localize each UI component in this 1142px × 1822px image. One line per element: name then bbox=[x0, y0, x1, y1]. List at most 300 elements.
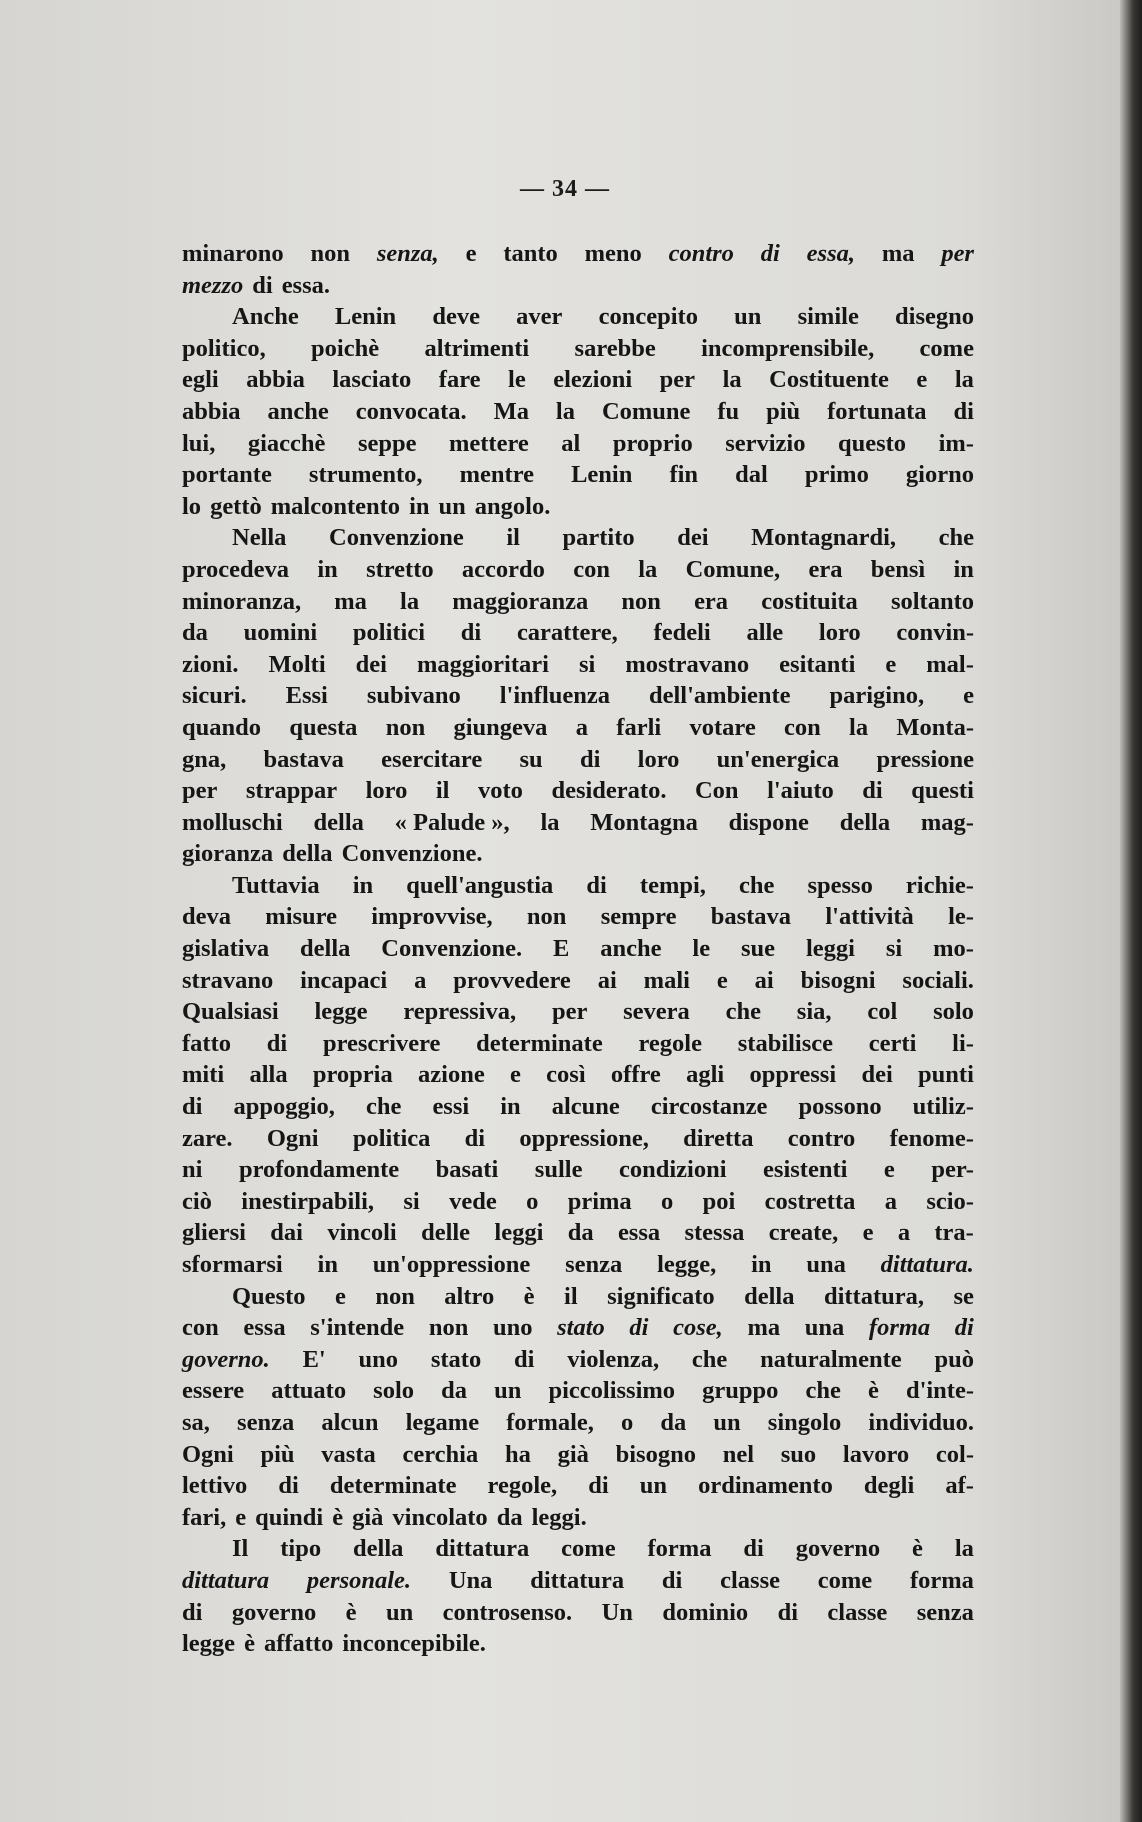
word: bisogno bbox=[615, 1440, 696, 1468]
word: egli bbox=[182, 366, 219, 394]
word: di bbox=[182, 1093, 203, 1121]
word: soltanto bbox=[890, 587, 974, 615]
word: maggioritari bbox=[416, 650, 549, 678]
word: stravano bbox=[182, 966, 274, 994]
word: bisogni bbox=[800, 966, 876, 994]
word: determinate bbox=[476, 1029, 603, 1057]
word: dittatura. bbox=[880, 1251, 974, 1278]
word: politica bbox=[352, 1124, 431, 1152]
word: di bbox=[278, 1472, 299, 1500]
text-line bbox=[182, 996, 974, 1028]
word: come bbox=[817, 1566, 873, 1594]
word: af- bbox=[945, 1472, 974, 1500]
word: di bbox=[629, 1314, 649, 1342]
word: lavoro bbox=[842, 1440, 910, 1468]
word: l'attività bbox=[825, 903, 914, 931]
word: essi bbox=[432, 1093, 470, 1121]
word: lettivo bbox=[182, 1472, 248, 1500]
word: legge bbox=[314, 998, 368, 1026]
text-line bbox=[182, 680, 974, 712]
word: non bbox=[375, 1282, 415, 1310]
word: naturalmente bbox=[760, 1345, 902, 1373]
word: personale. bbox=[306, 1566, 412, 1594]
word: significato bbox=[607, 1282, 715, 1310]
word: zioni. bbox=[182, 650, 239, 678]
word: già bbox=[557, 1440, 589, 1468]
word: Il bbox=[232, 1535, 249, 1563]
word: agli bbox=[686, 1061, 725, 1089]
word: non bbox=[310, 240, 350, 267]
word: dai bbox=[270, 1219, 303, 1247]
word: governo. bbox=[182, 1345, 270, 1373]
word: è bbox=[244, 1630, 255, 1658]
word: voto bbox=[478, 777, 523, 805]
word: dal bbox=[735, 461, 768, 489]
word: aver bbox=[516, 303, 563, 331]
word: la bbox=[954, 1535, 974, 1563]
word: strumento, bbox=[308, 461, 423, 489]
word: richie- bbox=[905, 871, 974, 899]
word: giorno bbox=[905, 461, 974, 489]
word: spesso bbox=[807, 871, 873, 899]
text-line bbox=[182, 1281, 974, 1313]
word: quando bbox=[182, 713, 262, 741]
text-line bbox=[182, 270, 974, 302]
word: classe bbox=[720, 1566, 780, 1594]
text-line bbox=[182, 744, 974, 776]
word: angolo. bbox=[474, 492, 551, 520]
word: vasta bbox=[321, 1440, 376, 1468]
word: Essi bbox=[285, 682, 328, 710]
word: sulle bbox=[534, 1156, 583, 1184]
word: loro bbox=[365, 777, 408, 805]
word: mal- bbox=[926, 650, 974, 678]
word: primo bbox=[804, 461, 869, 489]
word: classe bbox=[827, 1598, 888, 1626]
word: dominio bbox=[662, 1598, 749, 1626]
word: Ogni bbox=[266, 1124, 319, 1152]
word: di bbox=[514, 1345, 535, 1373]
word: su bbox=[519, 745, 543, 773]
word: desiderato. bbox=[551, 777, 667, 805]
text-line bbox=[182, 554, 974, 586]
word: Comune, bbox=[685, 555, 781, 583]
word: concepito bbox=[598, 303, 698, 331]
word: a bbox=[414, 966, 427, 994]
word: solo bbox=[933, 998, 974, 1026]
word: di bbox=[862, 777, 883, 805]
word: fortunata bbox=[827, 397, 927, 425]
text-line bbox=[182, 1123, 974, 1155]
word: uomini bbox=[243, 619, 318, 647]
word: della bbox=[282, 840, 333, 868]
word: esercitare bbox=[381, 745, 483, 773]
word: formale, bbox=[506, 1408, 594, 1436]
word: in bbox=[953, 555, 974, 583]
word: gruppo bbox=[702, 1377, 779, 1405]
word: leggi bbox=[805, 935, 855, 963]
word: stato bbox=[557, 1314, 605, 1342]
word: l'aiuto bbox=[767, 777, 834, 805]
word: maggioranza bbox=[452, 587, 589, 615]
word: Nella bbox=[232, 524, 287, 552]
word: e bbox=[334, 1282, 346, 1310]
word: determinate bbox=[329, 1472, 457, 1500]
word: per bbox=[941, 240, 974, 267]
word: accordo bbox=[461, 555, 545, 583]
word: di bbox=[953, 397, 974, 425]
word: individuo. bbox=[868, 1408, 974, 1436]
word: se bbox=[953, 1282, 974, 1310]
word: per bbox=[182, 777, 218, 805]
word: esistenti bbox=[763, 1156, 848, 1184]
word: più bbox=[766, 397, 801, 425]
word: Montagna bbox=[590, 808, 698, 836]
word: senza, bbox=[376, 240, 439, 267]
text-line bbox=[182, 1597, 974, 1629]
word: alcun bbox=[321, 1408, 379, 1436]
word: elezioni bbox=[553, 366, 633, 394]
word: attuato bbox=[271, 1377, 347, 1405]
word: simile bbox=[797, 303, 859, 331]
word: non bbox=[526, 903, 567, 931]
word: questa bbox=[289, 713, 358, 741]
word: da bbox=[660, 1408, 687, 1436]
word: e bbox=[716, 966, 728, 994]
word: abbia bbox=[246, 366, 305, 394]
word: è bbox=[345, 1598, 357, 1626]
word: essere bbox=[182, 1377, 245, 1405]
word: o bbox=[621, 1408, 634, 1436]
word: regole, bbox=[487, 1472, 558, 1500]
word: in bbox=[500, 1093, 521, 1121]
page-number: — 34 — bbox=[520, 176, 610, 202]
word: sicuri. bbox=[182, 682, 247, 710]
word: alcune bbox=[551, 1093, 620, 1121]
word: inestirpabili, bbox=[241, 1187, 375, 1215]
page-edge-shadow bbox=[1120, 0, 1142, 1822]
word: che bbox=[725, 998, 761, 1026]
word: esitanti bbox=[779, 650, 856, 678]
word: procedeva bbox=[182, 555, 290, 583]
text-line bbox=[182, 1533, 974, 1565]
word: e bbox=[510, 1061, 521, 1089]
word: appoggio, bbox=[233, 1093, 335, 1121]
word: non bbox=[428, 1314, 469, 1342]
word: non bbox=[385, 713, 426, 741]
word: o bbox=[526, 1187, 539, 1215]
word: nel bbox=[722, 1440, 755, 1468]
text-line bbox=[182, 522, 974, 554]
word: che bbox=[805, 1377, 841, 1405]
word: tipo bbox=[280, 1535, 322, 1563]
word: con bbox=[182, 1314, 219, 1342]
word: tanto bbox=[503, 240, 558, 267]
word: un bbox=[385, 1598, 414, 1626]
word: essa bbox=[617, 1219, 661, 1247]
word: certi bbox=[868, 1029, 917, 1057]
word: Comune bbox=[601, 397, 691, 425]
word: Molti bbox=[268, 650, 326, 678]
word: cose, bbox=[673, 1314, 723, 1342]
word: deve bbox=[432, 303, 480, 331]
word: questi bbox=[911, 777, 974, 805]
word: abbia bbox=[182, 397, 241, 425]
word: politici bbox=[352, 619, 426, 647]
word: un bbox=[734, 303, 762, 331]
word: dittatura, bbox=[823, 1282, 924, 1310]
word: dispone bbox=[728, 808, 809, 836]
word: a bbox=[575, 713, 588, 741]
word: cerchia bbox=[402, 1440, 479, 1468]
word: fatto bbox=[182, 1029, 231, 1057]
word: piccolissimo bbox=[548, 1377, 676, 1405]
word: diretta bbox=[683, 1124, 754, 1152]
word: provvedere bbox=[453, 966, 571, 994]
word: col bbox=[867, 998, 898, 1026]
word: gioranza bbox=[182, 840, 274, 868]
word: bastava bbox=[263, 745, 344, 773]
word: alle bbox=[746, 619, 784, 647]
word: create, bbox=[768, 1219, 839, 1247]
text-line bbox=[182, 1312, 974, 1344]
word: im- bbox=[938, 429, 974, 457]
word: è bbox=[867, 1377, 879, 1405]
word: zare. bbox=[182, 1124, 233, 1152]
word: il bbox=[506, 524, 520, 552]
word: leggi. bbox=[531, 1503, 587, 1531]
word: la bbox=[555, 397, 575, 425]
word: sarebbe bbox=[574, 334, 656, 362]
word: molluschi bbox=[182, 808, 283, 836]
word: Ogni bbox=[182, 1440, 234, 1468]
word: proprio bbox=[612, 429, 693, 457]
word: legame bbox=[405, 1408, 480, 1436]
word: oppressi bbox=[749, 1061, 837, 1089]
word: Questo bbox=[232, 1282, 306, 1310]
word: prima bbox=[567, 1187, 632, 1215]
word: la bbox=[540, 808, 560, 836]
word: tra- bbox=[934, 1219, 974, 1247]
word: Costituente bbox=[769, 366, 889, 394]
word: a bbox=[897, 1219, 911, 1247]
word: quindi bbox=[255, 1503, 324, 1531]
word: lui, bbox=[182, 429, 216, 457]
word: forma bbox=[647, 1535, 712, 1563]
word: malcontento bbox=[270, 492, 401, 520]
word: da bbox=[441, 1377, 467, 1405]
word: governo bbox=[795, 1535, 881, 1563]
word: senza bbox=[237, 1408, 295, 1436]
word: miti bbox=[182, 1061, 225, 1089]
word: la bbox=[722, 366, 742, 394]
word: la bbox=[954, 366, 974, 394]
word: da bbox=[496, 1503, 523, 1531]
word: ni bbox=[182, 1156, 203, 1184]
word: Lenin bbox=[571, 461, 633, 489]
word: mezzo bbox=[182, 271, 244, 299]
word: a bbox=[884, 1187, 897, 1215]
word: come bbox=[561, 1535, 616, 1563]
word: e bbox=[963, 682, 974, 710]
word: stabilisce bbox=[737, 1029, 834, 1057]
word: strappar bbox=[245, 777, 338, 805]
text-line bbox=[182, 491, 974, 523]
word: leggi bbox=[494, 1219, 544, 1247]
word: il bbox=[435, 777, 450, 805]
word: dei bbox=[677, 524, 709, 552]
word: contro bbox=[787, 1124, 856, 1152]
word: mostravano bbox=[625, 650, 750, 678]
word: sia, bbox=[796, 998, 832, 1026]
word: Montagnardi, bbox=[751, 524, 897, 552]
text-line bbox=[182, 459, 974, 491]
word: il bbox=[564, 1282, 578, 1310]
word: Tuttavia bbox=[232, 871, 320, 899]
text-line bbox=[182, 1375, 974, 1407]
word: e bbox=[916, 366, 928, 394]
word: incapaci bbox=[300, 966, 388, 994]
word: stretto bbox=[366, 555, 434, 583]
word: possono bbox=[798, 1093, 882, 1121]
text-line bbox=[182, 1628, 974, 1660]
word: anche bbox=[267, 397, 329, 425]
word: severa bbox=[623, 998, 690, 1026]
word: ai bbox=[597, 966, 617, 994]
word: disegno bbox=[895, 303, 974, 331]
word: mag- bbox=[920, 808, 974, 836]
text-line bbox=[182, 1407, 974, 1439]
text-line bbox=[182, 1186, 974, 1218]
word: un bbox=[639, 1472, 668, 1500]
word: forma bbox=[868, 1314, 931, 1342]
word: e bbox=[235, 1503, 247, 1531]
word: altrimenti bbox=[424, 334, 530, 362]
word: da bbox=[182, 619, 208, 647]
word: la bbox=[400, 587, 420, 615]
word: governo bbox=[231, 1598, 317, 1626]
word: di bbox=[586, 871, 607, 899]
word: lasciato bbox=[332, 366, 412, 394]
word: costituita bbox=[761, 587, 858, 615]
word: dittatura bbox=[182, 1566, 270, 1594]
word: loro bbox=[637, 745, 680, 773]
text-line bbox=[182, 712, 974, 744]
word: circostanze bbox=[650, 1093, 768, 1121]
word: vede bbox=[449, 1187, 497, 1215]
word: al bbox=[561, 429, 581, 457]
word: ha bbox=[504, 1440, 531, 1468]
word: ma bbox=[881, 240, 915, 267]
word: meno bbox=[584, 240, 642, 267]
word: li- bbox=[952, 1029, 974, 1057]
word: pressione bbox=[876, 745, 974, 773]
word: basati bbox=[435, 1156, 499, 1184]
word: condizioni bbox=[618, 1156, 727, 1184]
word: fenome- bbox=[889, 1124, 974, 1152]
text-line bbox=[182, 1217, 974, 1249]
word: più bbox=[260, 1440, 295, 1468]
word: minoranza, bbox=[182, 587, 302, 615]
word: che bbox=[739, 871, 775, 899]
word: di bbox=[182, 1598, 203, 1626]
word: di bbox=[954, 1314, 974, 1342]
word: gliersi bbox=[182, 1219, 246, 1247]
word: per bbox=[659, 366, 696, 394]
word: oppressione, bbox=[519, 1124, 649, 1152]
text-line bbox=[182, 649, 974, 681]
word: offre bbox=[610, 1061, 661, 1089]
word: E bbox=[553, 935, 570, 963]
word: di bbox=[588, 1472, 609, 1500]
word: era bbox=[694, 587, 729, 615]
word: e bbox=[885, 650, 897, 678]
word: partito bbox=[562, 524, 635, 552]
word: per bbox=[551, 998, 588, 1026]
text-line bbox=[182, 1091, 974, 1123]
word: contro bbox=[668, 240, 734, 267]
word: con bbox=[573, 555, 610, 583]
word: di bbox=[464, 1124, 486, 1152]
word: si bbox=[885, 935, 903, 963]
word: è bbox=[523, 1282, 535, 1310]
word: di bbox=[460, 619, 482, 647]
word: gna, bbox=[182, 745, 227, 773]
word: che bbox=[691, 1345, 728, 1373]
word: politico, bbox=[182, 334, 266, 362]
word: parigino, bbox=[829, 682, 925, 710]
word: della bbox=[313, 808, 364, 836]
word: seppe bbox=[357, 429, 417, 457]
word: misure bbox=[265, 903, 337, 931]
word: una bbox=[806, 1251, 846, 1278]
word: utiliz- bbox=[912, 1093, 974, 1121]
word: sformarsi bbox=[182, 1251, 283, 1278]
word: legge, bbox=[657, 1251, 717, 1278]
text-line bbox=[182, 1249, 974, 1281]
word: Convenzione bbox=[329, 524, 464, 552]
word: anche bbox=[600, 935, 662, 963]
word: improvvise, bbox=[371, 903, 493, 931]
word: una bbox=[804, 1314, 845, 1342]
word: dei bbox=[861, 1061, 893, 1089]
word: e bbox=[465, 240, 477, 267]
word: sue bbox=[741, 935, 776, 963]
word: in bbox=[352, 871, 374, 899]
word: votare bbox=[689, 713, 756, 741]
text-line bbox=[182, 1028, 974, 1060]
text-line bbox=[182, 807, 974, 839]
word: vincolato bbox=[392, 1503, 488, 1531]
text-line bbox=[182, 617, 974, 649]
word: mali bbox=[643, 966, 690, 994]
word: essa. bbox=[281, 271, 331, 299]
word: uno bbox=[492, 1314, 533, 1342]
text-line bbox=[182, 1344, 974, 1376]
word: sa, bbox=[182, 1408, 210, 1436]
text-line bbox=[182, 1502, 974, 1534]
word: uno bbox=[358, 1345, 399, 1373]
text-line bbox=[182, 333, 974, 365]
word: scio- bbox=[926, 1187, 974, 1215]
word: Convenzione. bbox=[381, 935, 523, 963]
word: controsenso. bbox=[442, 1598, 573, 1626]
word: o bbox=[661, 1187, 674, 1215]
word: minarono bbox=[182, 240, 284, 267]
word: poi bbox=[702, 1187, 736, 1215]
word: così bbox=[546, 1061, 586, 1089]
text-line bbox=[182, 901, 974, 933]
